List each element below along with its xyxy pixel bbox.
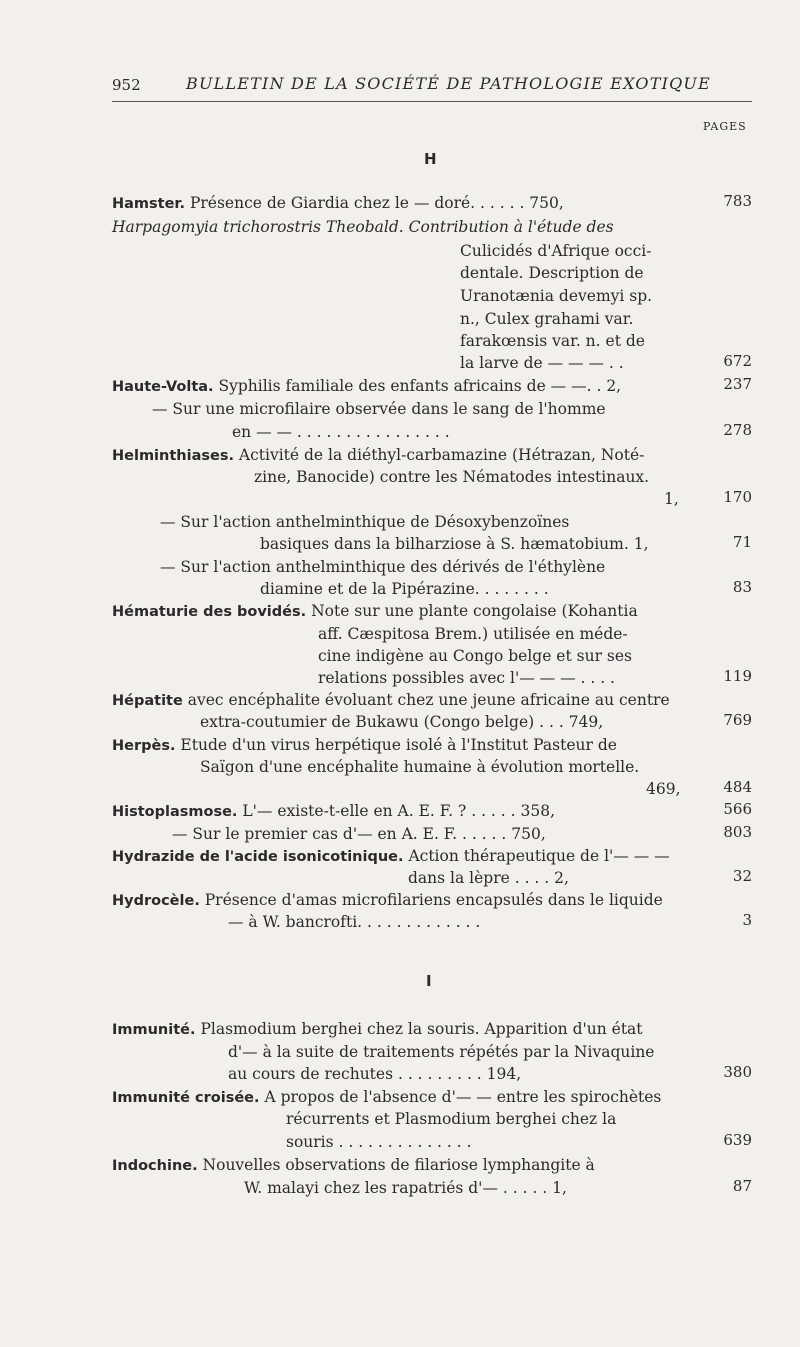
index-keyword: Hydrazide de l'acide isonicotinique.	[112, 849, 404, 865]
index-line: souris . . . . . . . . . . . . . .	[286, 1133, 472, 1151]
index-line: récurrents et Plasmodium berghei chez la	[286, 1110, 617, 1128]
index-line: Culicidés d'Afrique occi-	[460, 242, 652, 260]
section-heading-i: I	[426, 972, 432, 990]
index-line: Saïgon d'une encéphalite humaine à évolution mortelle.	[200, 758, 640, 776]
index-line: dans la lèpre . . . . 2,	[408, 869, 569, 887]
index-line: aff. Cæspitosa Brem.) utilisée en méde-	[318, 625, 628, 643]
index-line: 1,	[664, 490, 679, 508]
index-line: farakœnsis var. n. et de	[460, 332, 645, 350]
index-line: Hamster. Présence de Giardia chez le — doré. . . . . . 750,	[112, 194, 564, 212]
header-rule	[112, 101, 752, 102]
index-line: Helminthiases. Activité de la diéthyl-carbamazine (Hétrazan, Noté-	[112, 446, 645, 464]
running-title: BULLETIN DE LA SOCIÉTÉ DE PATHOLOGIE EXOTIQUE	[186, 74, 711, 93]
index-line: n., Culex grahami var.	[460, 310, 634, 328]
page-ref: 803	[723, 823, 752, 841]
page-ref: 769	[723, 711, 752, 729]
index-line: basiques dans la bilharziose à S. hæmatobium. 1,	[260, 535, 649, 553]
index-line: Haute-Volta. Syphilis familiale des enfants africains de — —. . 2,	[112, 377, 622, 395]
index-line: Hydrocèle. Présence d'amas microfilariens encapsulés dans le liquide	[112, 891, 663, 909]
index-keyword: Haute-Volta.	[112, 379, 214, 395]
page-ref: 71	[732, 533, 752, 551]
index-line: — Sur une microfilaire observée dans le sang de l'homme	[152, 400, 606, 418]
index-line: W. malayi chez les rapatriés d'— . . . . . 1,	[244, 1179, 567, 1197]
index-line: d'— à la suite de traitements répétés par la Nivaquine	[228, 1043, 655, 1061]
page-ref: 484	[723, 778, 752, 796]
page-ref: 170	[723, 488, 752, 506]
index-line: Uranotænia devemyi sp.	[460, 287, 653, 305]
index-keyword: Hématurie des bovidés.	[112, 604, 307, 620]
index-line: Hydrazide de l'acide isonicotinique. Action thérapeutique de l'— — —	[112, 847, 670, 865]
page-ref: 119	[723, 667, 752, 685]
index-line: Immunité. Plasmodium berghei chez la souris. Apparition d'un état	[112, 1020, 643, 1038]
index-line: — Sur l'action anthelminthique de Désoxybenzoïnes	[160, 513, 570, 531]
index-keyword: Hydrocèle.	[112, 893, 200, 909]
index-line: diamine et de la Pipérazine. . . . . . . .	[260, 580, 549, 598]
page-ref: 639	[723, 1131, 752, 1149]
index-line: la larve de — — — . .	[460, 354, 624, 372]
index-line: Hépatite avec encéphalite évoluant chez une jeune africaine au centre	[112, 691, 670, 709]
page-ref: 566	[723, 800, 752, 818]
page-ref: 83	[732, 578, 752, 596]
page-number: 952	[112, 76, 141, 94]
page-ref: 87	[732, 1177, 752, 1195]
page-ref: 237	[723, 375, 752, 393]
page-ref: 3	[742, 911, 752, 929]
index-keyword: Hamster.	[112, 196, 186, 212]
index-keyword: Immunité.	[112, 1022, 196, 1038]
index-line: — à W. bancrofti. . . . . . . . . . . . .	[228, 913, 481, 931]
index-line: zine, Banocide) contre les Nématodes intestinaux.	[254, 468, 650, 486]
index-keyword: Hépatite	[112, 693, 183, 709]
index-line: en — — . . . . . . . . . . . . . . . .	[232, 423, 450, 441]
index-line: dentale. Description de	[460, 264, 644, 282]
index-line: Histoplasmose. L'— existe-t-elle en A. E. F. ? . . . . . 358,	[112, 802, 555, 820]
index-keyword: Histoplasmose.	[112, 804, 238, 820]
index-line: Herpès. Etude d'un virus herpétique isolé à l'Institut Pasteur de	[112, 736, 617, 754]
page-ref: 783	[723, 192, 752, 210]
index-line: extra-coutumier de Bukawu (Congo belge) . . . 749,	[200, 713, 604, 731]
index-keyword: Herpès.	[112, 738, 176, 754]
index-line: Immunité croisée. A propos de l'absence d'— — entre les spirochètes	[112, 1088, 662, 1106]
index-line: — Sur le premier cas d'— en A. E. F. . . . . . 750,	[172, 825, 546, 843]
index-line: cine indigène au Congo belge et sur ses	[318, 647, 632, 665]
page-ref: 380	[723, 1063, 752, 1081]
pages-label: PAGES	[703, 120, 747, 133]
page-ref: 672	[723, 352, 752, 370]
index-line: relations possibles avec l'— — — . . . .	[318, 669, 615, 687]
index-line: — Sur l'action anthelminthique des dérivés de l'éthylène	[160, 558, 606, 576]
index-keyword: Indochine.	[112, 1158, 198, 1174]
section-heading-h: H	[424, 150, 437, 168]
index-keyword: Helminthiases.	[112, 448, 234, 464]
index-line: Harpagomyia trichorostris Theobald. Contribution à l'étude des	[112, 218, 614, 236]
page-ref: 278	[723, 421, 752, 439]
index-keyword: Immunité croisée.	[112, 1090, 260, 1106]
index-line: Hématurie des bovidés. Note sur une plante congolaise (Kohantia	[112, 602, 638, 620]
index-line: au cours de rechutes . . . . . . . . . 194,	[228, 1065, 522, 1083]
page-ref: 32	[732, 867, 752, 885]
index-line: 469,	[646, 780, 681, 798]
index-line: Indochine. Nouvelles observations de filariose lymphangite à	[112, 1156, 595, 1174]
